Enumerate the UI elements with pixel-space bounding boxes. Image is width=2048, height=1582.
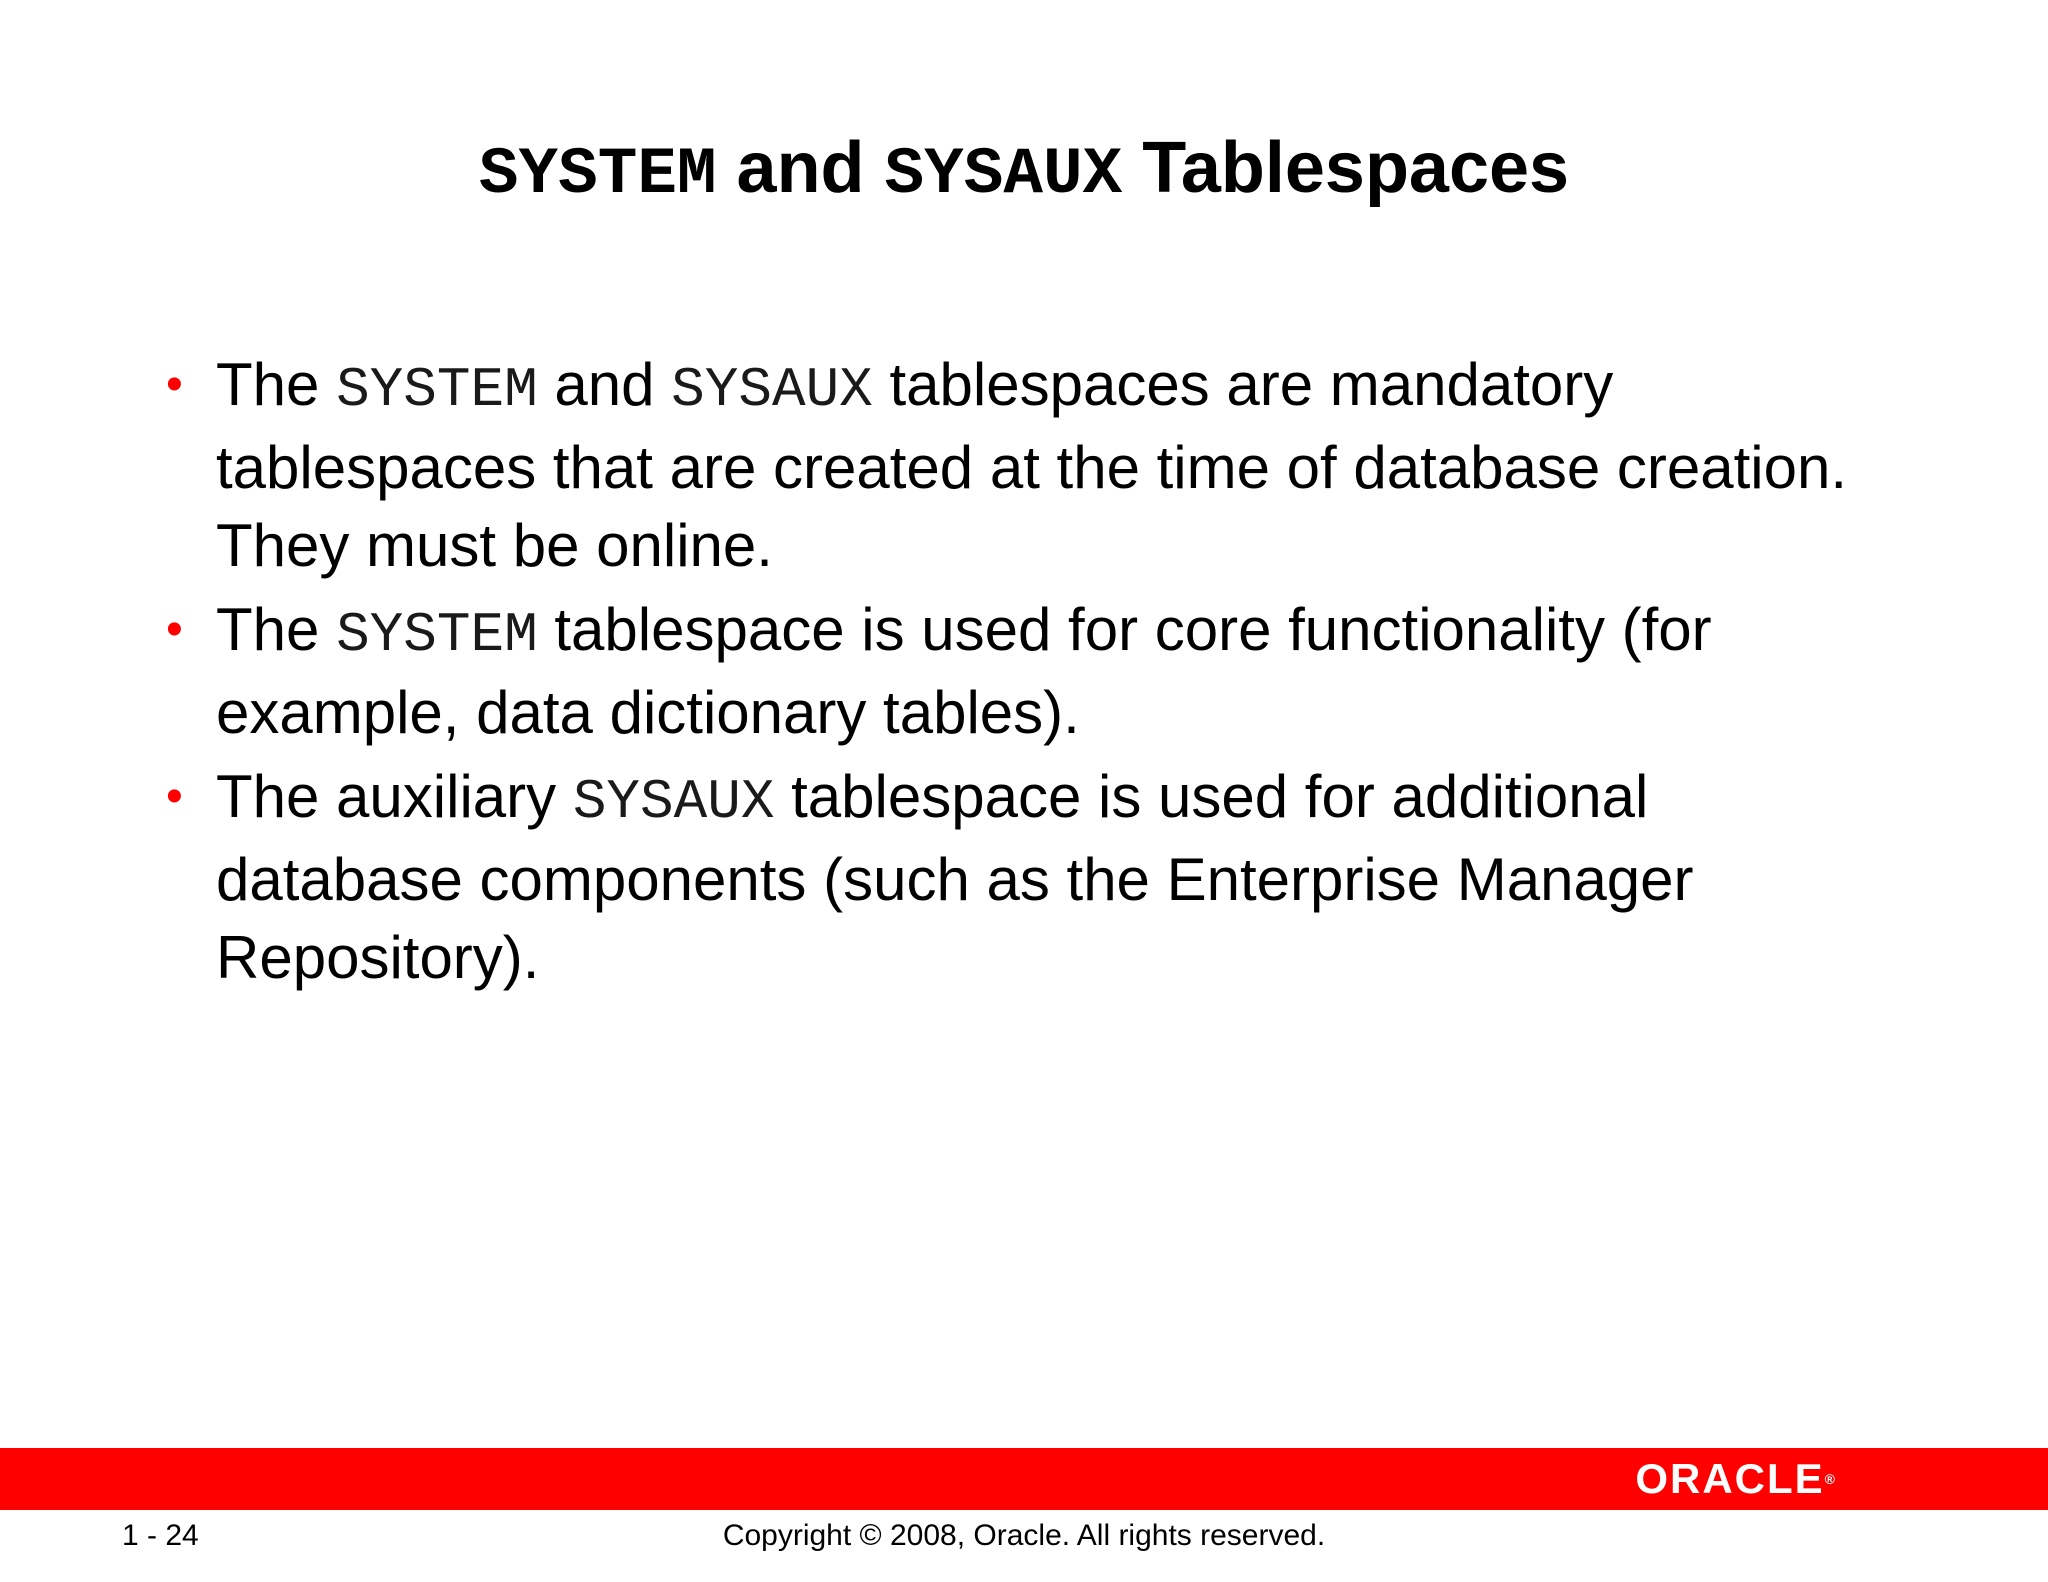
- code-keyword: SYSTEM: [336, 358, 538, 422]
- bullet-text: tablespaces are mandatory tablespaces that are created at the time of database creation. They must be online.: [216, 351, 1848, 579]
- bullet-list: [166, 346, 1866, 1003]
- bullet-text: and: [537, 351, 672, 418]
- bullet-text: tablespace is used for additional database components (such as the Enterprise Manager Repository).: [216, 763, 1694, 991]
- slide-title: [0, 120, 2048, 223]
- code-keyword: SYSAUX: [572, 770, 775, 834]
- bullet-dot-icon: •: [166, 603, 183, 656]
- bullet-text: The auxiliary: [216, 763, 573, 830]
- bullet-item-2: [166, 591, 1866, 752]
- title-keyword-system: SYSTEM: [478, 137, 717, 212]
- logo-text: ORACLE: [1635, 1455, 1825, 1502]
- footer-bar: [0, 1448, 2048, 1510]
- bullet-item-3: [166, 758, 1866, 997]
- bullet-text: tablespace is used for core functionality (for example, data dictionary tables).: [216, 596, 1712, 746]
- copyright-notice: Copyright © 2008, Oracle. All rights reserved.: [722, 1519, 1326, 1552]
- bullet-dot-icon: •: [166, 770, 183, 823]
- title-text-and: and: [716, 128, 885, 208]
- registered-mark-icon: ®: [1824, 1471, 1835, 1487]
- code-keyword: SYSTEM: [336, 603, 538, 667]
- bullet-dot-icon: •: [166, 358, 183, 411]
- oracle-logo: [1585, 1455, 1835, 1502]
- code-keyword: SYSAUX: [671, 358, 873, 422]
- bullet-text: The: [216, 351, 337, 418]
- page-number: 1 - 24: [122, 1519, 199, 1552]
- title-keyword-sysaux: SYSAUX: [884, 137, 1123, 212]
- bullet-item-1: [166, 346, 1866, 585]
- title-text-tablespaces: Tablespaces: [1122, 128, 1570, 208]
- bullet-text: The: [216, 596, 337, 663]
